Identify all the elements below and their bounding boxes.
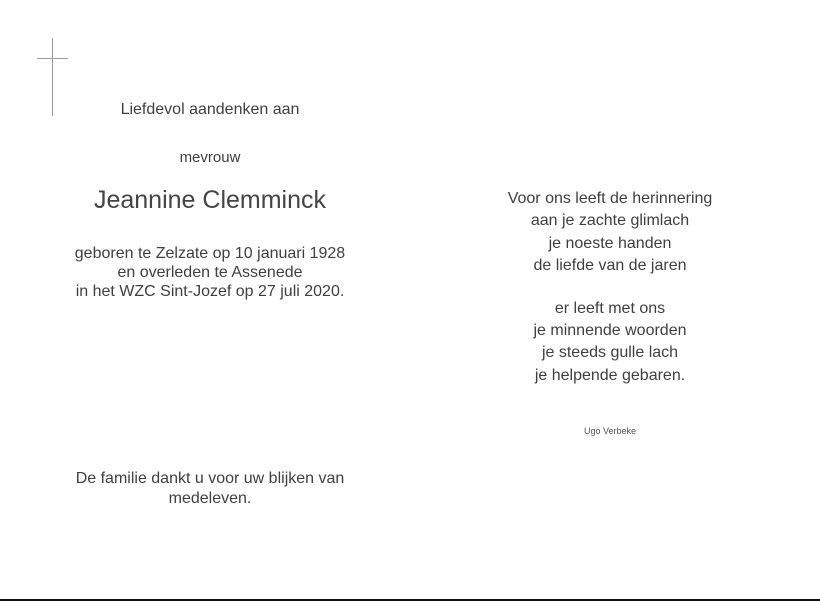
deceased-name: Jeannine Clemminck [93,186,327,214]
poem-author: Ugo Verbeke [583,426,637,436]
poem-line: aan je zachte glimlach [530,212,690,230]
thanks-line: medeleven. [168,489,252,507]
cross-icon-bar [37,58,68,59]
thanks-note [50,469,370,508]
honorific: mevrouw [179,149,241,166]
memorial-intro: Liefdevol aandenken aan [120,101,300,118]
poem-line: je helpende gebaren. [534,366,686,384]
poem-line: je minnende woorden [533,321,687,339]
poem-line: je steeds gulle lach [541,344,679,362]
poem [460,188,760,387]
poem-line: de liefde van de jaren [533,257,687,275]
birth-line: geboren te Zelzate op 10 januari 1928 [74,245,346,262]
bottom-rule [0,599,820,601]
poem-line: er leeft met ons [554,299,666,317]
biography [50,245,370,302]
stanza-gap [460,278,760,298]
poem-line: Voor ons leeft de herinnering [507,190,713,207]
death-line: en overleden te Assenede [117,263,303,281]
poem-line: je noeste handen [548,234,672,252]
death-place-line: in het WZC Sint-Jozef op 27 juli 2020. [75,282,345,300]
thanks-line: De familie dankt u voor uw blijken van [75,470,345,487]
